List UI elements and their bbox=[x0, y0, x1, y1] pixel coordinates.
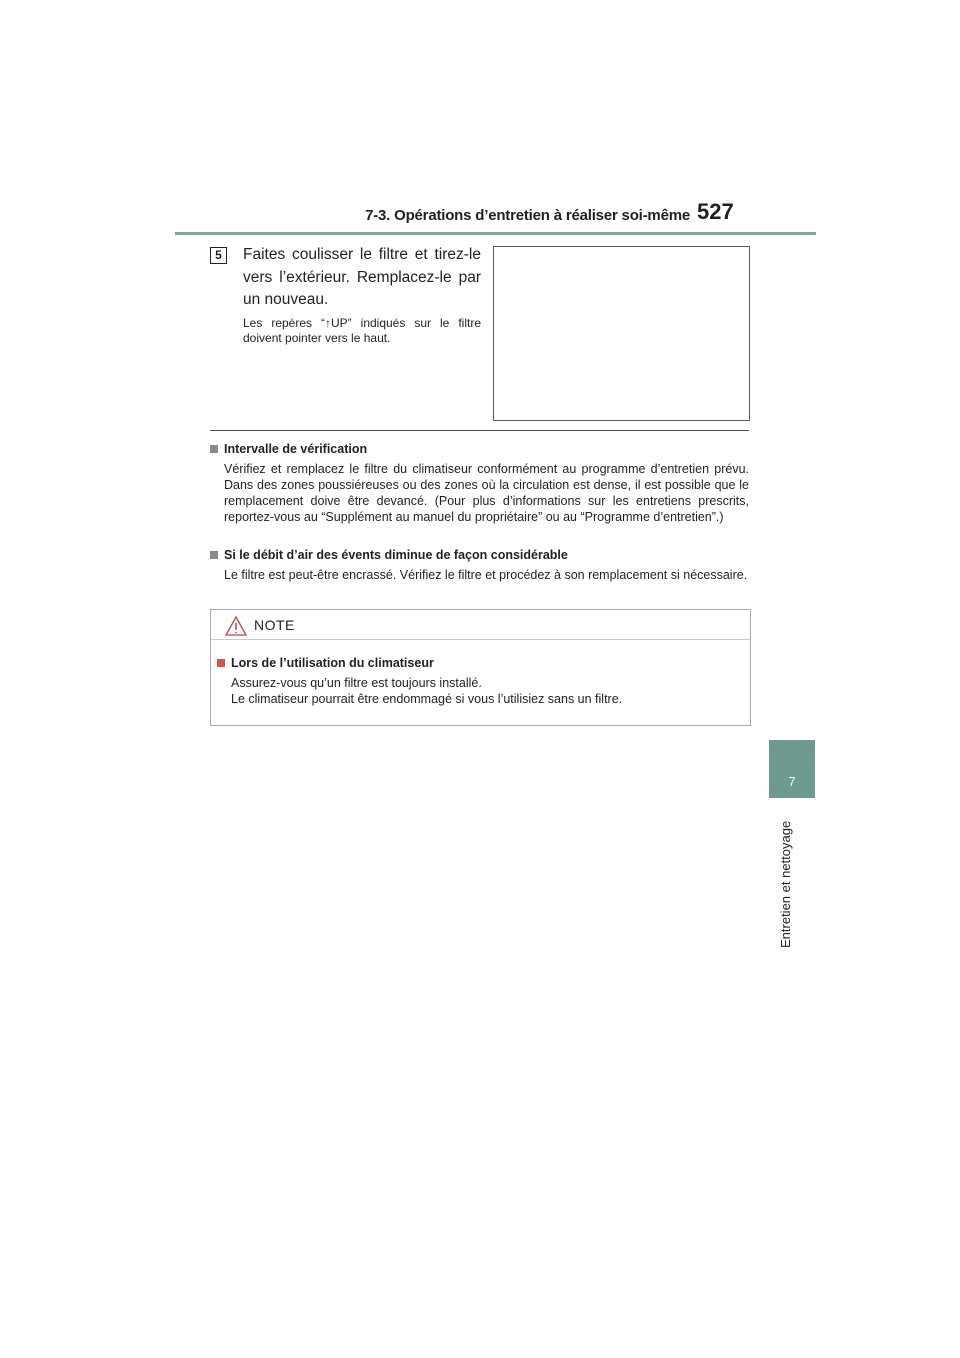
section-body: Le filtre est peut-être encrassé. Vérifiez le filtre et procédez à son remplacement si nécessaire. bbox=[224, 568, 748, 582]
note-header-divider bbox=[211, 639, 750, 640]
step-note: Les repères “↑UP” indiqués sur le filtre doivent pointer vers le haut. bbox=[243, 316, 481, 345]
bullet-square-icon bbox=[210, 445, 218, 453]
step-number-badge: 5 bbox=[210, 247, 227, 264]
section-heading bbox=[210, 547, 749, 563]
bullet-square-icon bbox=[217, 659, 225, 667]
chapter-tab bbox=[769, 740, 815, 798]
chapter-label: Entretien et nettoyage bbox=[778, 820, 793, 948]
chapter-number: 7 bbox=[788, 774, 796, 789]
note-heading bbox=[217, 655, 742, 671]
warning-triangle-icon bbox=[225, 616, 247, 636]
note-heading-text: Lors de l’utilisation du climatiseur bbox=[231, 656, 434, 670]
section-heading-text: Intervalle de vérification bbox=[224, 442, 368, 456]
section-divider bbox=[210, 430, 749, 431]
section-airflow bbox=[210, 547, 749, 583]
page-number: 527 bbox=[697, 199, 734, 224]
note-content bbox=[217, 655, 742, 707]
section-check-interval bbox=[210, 441, 749, 525]
illustration-frame bbox=[493, 246, 750, 421]
header-divider bbox=[175, 232, 816, 235]
section-heading-text: Si le débit d’air des évents diminue de façon considérable bbox=[224, 548, 568, 562]
note-box bbox=[210, 609, 751, 726]
step-instruction: Faites coulisser le filtre et tirez-le vers l’extérieur. Remplacez-le par un nouveau. bbox=[243, 246, 481, 308]
note-line: Le climatiseur pourrait être endommagé si vous l’utilisiez sans un filtre. bbox=[231, 692, 623, 706]
section-title: 7-3. Opérations d’entretien à réaliser soi-même bbox=[365, 207, 690, 224]
section-heading bbox=[210, 441, 749, 457]
section-body: Vérifiez et remplacez le filtre du climatiseur conformément au programme d’entretien prévu. Dans des zones poussiéreuses ou des zones où la circulation est dense, il est possible que le remplacement doive être devancé. (Pour plus d’informations sur les entretiens prescrits, reportez-vous au “Supplément au manuel du propriétaire” ou au “Programme d’entretien”.) bbox=[224, 462, 749, 524]
bullet-square-icon bbox=[210, 551, 218, 559]
chapter-label-container bbox=[778, 800, 798, 950]
note-line: Assurez-vous qu’un filtre est toujours installé. bbox=[231, 676, 482, 690]
note-label: NOTE bbox=[254, 617, 295, 633]
